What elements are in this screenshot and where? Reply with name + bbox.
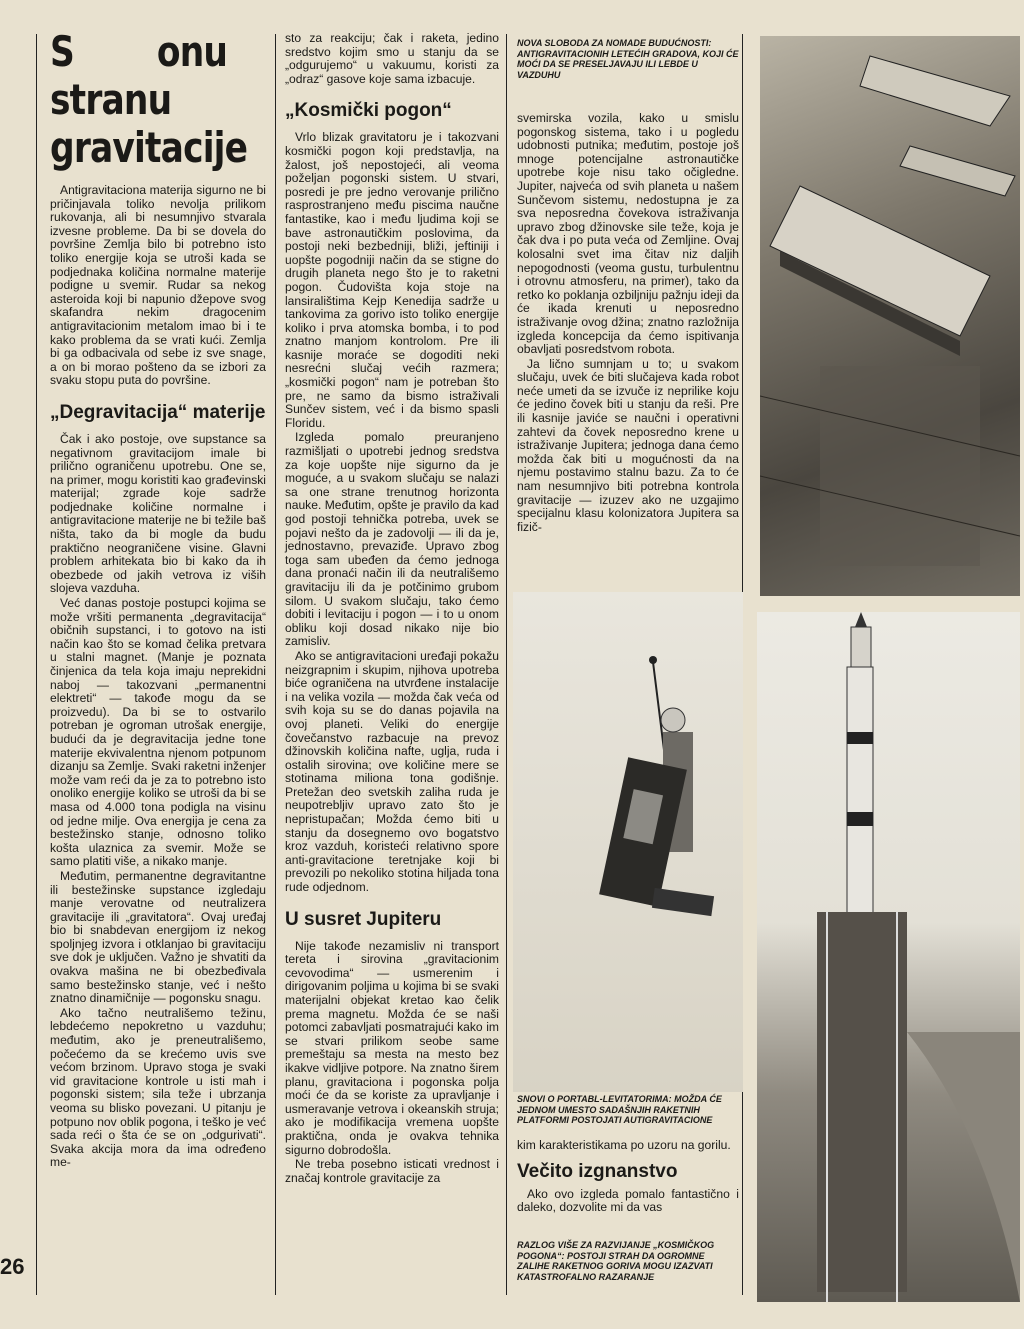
body-paragraph: Ne treba posebno isticati vrednost i značaj kontrole gravitacije za	[285, 1157, 499, 1185]
rocket-icon	[757, 612, 1020, 1302]
body-paragraph: Vrlo blizak gravitatoru je i takozvani kosmički pogon koji predstavlja, na žalost, još nepostojeći, ali veoma poželjan pogonski sistem. U stvari, posredi je pre jedno verovanje prilično rasprostranjeno među piscima naučne fantastike, kao i među ljudima koji se bave astronautičkim poslovima, da postoji neki bezbedniji, bliži, jeftiniji i uopšte pogodniji način da se stigne do drugih planeta nego što je to raketni pogon. Čudovišta koja stoje na lansiralištima Kejp Kenedija sadrže u tankovima za gorivo isto toliko energije koliko i prva atomska bomba, i to pod znatno manjom kontrolom. Pre ili kasnije moraće se dogoditi neki nesrećni slučaj većih razmera; „kosmički pogon“ nam je potreban što pre, ne samo da bismo istraživali Sunčev sistem, već i da bismo spasli Floridu.	[285, 130, 499, 430]
caption-rocket-fuel: RAZLOG VIŠE ZA RAZVIJANJE „KOSMIČKOG POGONA“: POSTOJI STRAH DA OGROMNE ZALIHE RAKETNOG GORIVA MOGU IZAZVATI KATASTROFALNO RAZARANJE	[517, 1240, 715, 1282]
column-rule-2	[506, 34, 507, 1295]
body-paragraph: Nije takođe nezamisliv ni transport tereta i sirovina „gravitacionim cevovodima“ — usmerenim i dirigovanim poljima u kojima bi se svaki materijalni objekat kretao kao čelik prema magnetu. Možda će se naši potomci zabavljati posmatrajući kako im se stvari prilikom seobe same premeštaju sa mesta na mesto bez ikakve vidljive potpore. Na znatno širem planu, gravitaciona i pogonska polja moći će da se koriste za upravljanje i usmeravanje vetrova i okeanskih struja; ako je modifikacija vremena uopšte praktična, onda je ovakva tehnika sigurno dobrodošla.	[285, 938, 499, 1157]
article-title: S onu stranu gravitacije	[50, 27, 248, 172]
body-paragraph: svemirska vozila, kako u smislu pogonskog sistema, tako i u pogledu udobnosti putnika; međutim, postoje još mnoge potencijalne astronautičke upotrebe koje nisu tako očigledne. Jupiter, najveća od svih planeta u našem Sunčevom sistemu, nedostupna je za sva neposredna čovekova istraživanja upravo zbog džinovske sile teže, koja je čak dva i po puta veća od Zemljine. Ovaj kolosalni svet ima čitav niz daljih nepogodnosti (veoma gustu, turbulentnu i otrovnu atmosferu, na primer), tako da retko ko poklanja ozbiljniju pažnju ideji da će ikada krenuti u neposredno istraživanje ovog džina; znatno razložnija izgleda koncepcija da ćemo ispitivanja obavljati posredstvom robota.	[517, 111, 739, 357]
flying-cities-photo	[760, 36, 1020, 596]
caption-flying-cities: NOVA SLOBODA ZA NOMADE BUDUĆNOSTI: ANTIGRAVITACIONIH LETEĆIH GRADOVA, KOJI ĆE MOĆI DA SE PRESELJAVAJU ILI LEBDE U VAZDUHU	[517, 38, 739, 80]
levitator-photo	[513, 592, 743, 1092]
body-paragraph: sto za reakciju; čak i raketa, jedino sredstvo kojim smo u stanju da se „odgurujemo“ u vakuumu, koristi za „odraz“ gasove koje sama izbacuje.	[285, 31, 499, 86]
column-1	[50, 28, 266, 1171]
section-heading-kosmicki-pogon: „Kosmički pogon“	[285, 100, 452, 122]
section-heading-izgnanstvo: Večito izgnanstvo	[517, 1160, 678, 1182]
column-3-top	[517, 112, 739, 535]
body-paragraph: Već danas postoje postupci kojima se može vršiti permanenta „degravitacija“ običnih supstanci, i to gotovo na isti način kao što se komad čelika pretvara u stalni magnet. (Manje je poznata činjenica da tela koja imaju neprekidni naboj — takozvani „permanentni elektreti“ — takođe mogu da se proizvedu). Da bi se to ostvarilo potreban je ogroman utrošak energije, budući da je degravitacija jedne tone materije ekvivalentna njenom potpunom dizanju sa Zemlje. Svaki raketni inženjer može vam reći da je za to potrebno isto onoliko energije koliko se utroši da bi se masa od 4.000 tona podigla na visinu od jedne milje. Ova energija je cena za bestežinsko stanje, odnosno toliko košta ulaznica za svemir. Može se samo platiti više, a nikako manje.	[50, 596, 266, 869]
body-paragraph: kim karakteristikama po uzoru na gorilu.	[517, 1138, 731, 1152]
page-number: 26	[0, 1254, 25, 1279]
body-paragraph: Ako ovo izgleda pomalo fantastično i daleko, dozvolite mi da vas	[517, 1186, 739, 1215]
column-rule-1	[275, 34, 276, 1295]
body-paragraph: Ja lično sumnjam u to; u svakom slučaju, uvek će biti slučajeva kada robot neće umeti da se izvuče iz neprilike koju će jedino čovek biti u stanju da reši. Pre ili kasnije javiće se naučni i operativni zahtevi da čovek neposredno krene u istraživanje Jupitera; jednoga dana ćemo možda čak biti u mogućnosti da na njemu postavimo stalnu bazu. Za to će nam nesumnjivo biti potrebna kontrola gravitacije — izuzev ako ne uzgajimo specijalnu klasu kolonizatora Jupitera sa fizič-	[517, 356, 739, 534]
body-paragraph: Ako se antigravitacioni uređaji pokažu neizgrapnim i skupim, njihova upotreba biće ograničena na utvrđene instalacije i na velika vozila — možda čak veća od svih koja su se do danas pojavila na ovoj planeti. Veliki do energije čovečanstvo razbacuje na prevoz džinovskih količina nafte, uglja, ruda i ostalih sirovina; ove količine mere se stotinama miliona tona godišnje. Pretežan deo svetskih zaliha ruda je neupotrebljiv upravo zato što je nepristupačan; Možda ćemo biti u stanju da dosegnemo ovo bogatstvo kroz vazduh, koristeći relativno spore anti-gravitacione teretnjake koji bi prevozili po nekoliko stotina hiljada tona rude odjednom.	[285, 648, 499, 895]
body-paragraph: Čak i ako postoje, ove supstance sa negativnom gravitacijom imale bi prilično ograničenu upotrebu. One se, na primer, mogu koristiti kao građevinski materijal; zgrade koje sadrže podjednake količine normalne i antigravitacione materije ne bi težile baš ništa, tako da bi mogle da budu praktično neograničene visine. Glavni problem arhitekata bio bi kako da ih obezbede od jakih vetrova iz viših slojeva vazduha.	[50, 431, 266, 596]
column-rule-left	[36, 34, 37, 1295]
intro-paragraph: Antigravitaciona materija sigurno ne bi pričinjavala toliko nevolja prilikom rukovanja, ali bi nesumnjivo stvarala izvesne probleme. Da bi se dovela do površine Zemlja bilo bi potrebno isto toliko energije koja se utroši kada se podjednaka količina normalne materije podigne u svemir. Rudar sa nekog asteroida koji bi napunio džepove svog skafandra nekim dragocenim antigravitacionim metalom imao bi i te kako problema da se vrati kući. Zemlja bi ga odbacivala od sebe iz sve snage, a on bi morao pošteno da se izbori za svaku stopu puta do površine.	[50, 183, 266, 388]
body-paragraph: Izgleda pomalo preuranjeno razmišljati o upotrebi jednog sredstva za koje uopšte nije sigurno da je moguće, a u svakom slučaju se nalazi sa one strane trenutnog horizonta nauke. Međutim, opšte je pravilo da kad god postoji tehnička potreba, uvek se pojavi nešto da je zadovolji — ili da je, jednostavno, prevaziđe. Upravo zbog toga sam ubeđen da ćemo jednoga dana pronaći način ili da neutrališemo gravitaciju ili da je potčinimo grubom silom. U svakom slučaju, tako ćemo dobiti i levitaciju i pogon — i to u onom obliku koji dosad nikako nije bio zamisliv.	[285, 430, 499, 649]
section-heading-jupiter: U susret Jupiteru	[285, 908, 442, 930]
rocket-launch-photo	[757, 612, 1020, 1302]
flying-city-icon	[760, 36, 1020, 596]
caption-levitators: SNOVI O PORTABL-LEVITATORIMA: MOŽDA ĆE JEDNOM UMESTO SADAŠNJIH RAKETNIH PLATFORMI POSTOJATI AUTIGRAVITACIONE	[517, 1094, 722, 1125]
levitator-figure-icon	[513, 592, 743, 1092]
body-paragraph: Međutim, permanentne degravitantne ili bestežinske supstance izgledaju manje verovatne od neutralizera gravitacije ili „gravitatora“. Ovaj uređaj bio bi snabdevan energijom iz nekog spoljnjeg izvora i otklanjao bi gravitaciju sve dok je uključen. Važno je shvatiti da ovakva mašina ne bi obezbeđivala samo bestežinsko stanje, već i nešto znatno dinamičnije — pogonsku snagu.	[50, 868, 266, 1006]
column-3-bottom	[517, 1139, 739, 1216]
column-2	[285, 32, 499, 1186]
section-heading-degravitacija: „Degravitacija“ materije	[50, 401, 266, 423]
body-paragraph: Ako tačno neutrališemo težinu, lebdećemo nepokretno u vazduhu; međutim, ako je preneutrališemo, počećemo da se krećemo uvis sve većom brzinom. Upravo stoga je svaki vid gravitacione kontrole u isti mah i pogonski sistem; sila teže i ubrzanja veoma su blisko povezani. U pitanju je potpuno nov oblik pogona, i teško je već sada reći o šta će se on „odgurivati“. Svaka akcija mora da ima određeno me-	[50, 1005, 266, 1170]
